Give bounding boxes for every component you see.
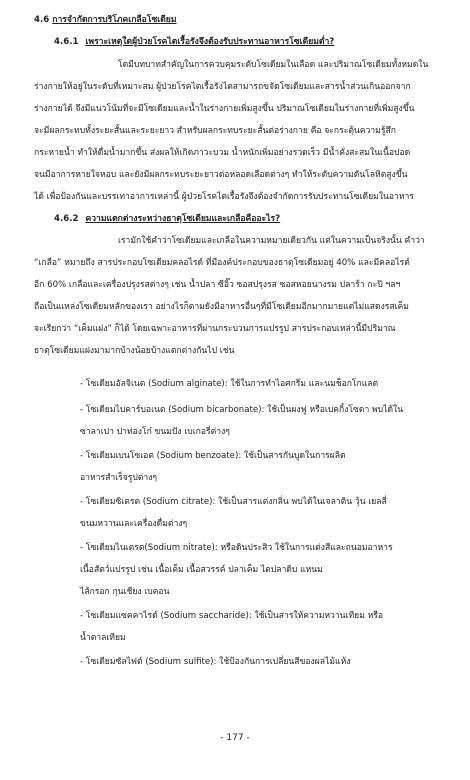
section-number: 4.6 — [34, 15, 50, 25]
subsection-number: 4.6.1 — [54, 37, 79, 47]
paragraph-line: โดมีบทบาทสำคัญในการควบคุมระดับโซเดียมในเลือด และปริมาณโซเดียมทั้งหมดใน — [118, 60, 429, 70]
subsection-title: ความแตกต่างระหว่างธาตุโซเดียมและเกลือคืออะไร? — [85, 214, 281, 224]
list-item-continuation: น้ำตาลเทียม — [80, 633, 126, 643]
list-item-continuation: ซาลาเปา ปาท่องโก๋ ขนมปัง เบเกอรี่ต่างๆ — [80, 427, 230, 437]
section-heading — [34, 15, 177, 26]
section-title: การจำกัดการบริโภคเกลือโซเดียม — [52, 15, 177, 25]
paragraph-line: จะมีผลกระทบทั้งระยะสั้นและระยะยาว สำหรับผลกระทบระยะสั้นต่อร่างกาย คือ จะกระตุ้นความรู้สึก — [34, 126, 396, 136]
list-item-continuation: อาหารสำเร็จรูปต่างๆ — [80, 473, 158, 483]
list-item: - โซเดียมไบคาร์บอเนต (Sodium bicarbonate): ใช้เป็นผงฟู หรือเบคกิ้งโซดา พบได้ใน — [80, 405, 404, 415]
paragraph-line: ร่างกายให้อยู่ในระดับที่เหมาะสม ผู้ป่วยโรคไตเรื้อรังไตสามารถขจัดโซเดียมและสารน้ำส่วนเกินออกจาก — [34, 82, 411, 92]
subsection-heading-1 — [54, 37, 334, 48]
subsection-title: เพราะเหตุใดผู้ป่วยโรคไตเรื้อรังจึงต้องรับประทานอาหารโซเดียมต่ำ? — [85, 37, 335, 47]
paragraph-line: อีก 60% เกลือและเครื่องปรุงรสต่างๆ เช่น น้ำปลา ซีอิ๊ว ซอสปรุงรส ซอสหอยนางรม ปลาร้า กะปิ ฯลฯ — [34, 280, 401, 290]
list-item: - โซเดียมซัลไฟต์ (Sodium sulfite): ใช้ป้องกันการเปลี่ยนสีของผลไม้แห้ง — [80, 657, 351, 667]
paragraph-line: ธาตุโซเดียมแฝงมามากบ้างน้อยบ้างแตกต่างกันไป เช่น — [34, 346, 235, 356]
list-item: - โซเดียมไนเตรต(Sodium nitrate): หรือดินประสิว ใช้ในการแต่งสีและถนอมอาหาร — [80, 543, 393, 553]
list-item-continuation: ไส้กรอก กุนเชียง เบคอน — [80, 587, 170, 597]
list-item-continuation: เนื้อสัตว์แปรรูป เช่น เนื้อเค็ม เนื้อสวรรค์ ปลาเค็ม ไตปลาดิบ แหนม — [80, 565, 323, 575]
paragraph-line: กระหายน้ำ ทำให้ดื่มน้ำมากขึ้น ส่งผลให้เกิดภาวะบวม น้ำหนักเพิ่มอย่างรวดเร็ว มีน้ำคั่งสะสมในเนื้อปอด — [34, 148, 411, 158]
list-item: - โซเดียมอัลจิเนต (Sodium alginate): ใช้ในการทำไอศกรีม และนมช็อกโกแลต — [80, 379, 379, 389]
page-number: - 177 - — [220, 733, 250, 743]
subsection-number: 4.6.2 — [54, 214, 79, 224]
paragraph-line: จนมีอาการหายใจหอบ และยังมีผลกระทบระยะยาวต่อหลอดเลือดต่างๆ ทำให้ระดับความดันโลหิตสูงขึ้น — [34, 170, 408, 180]
subsection-heading-2 — [54, 214, 280, 225]
list-item: - โซเดียมซิเตรต (Sodium citrate): ใช้เป็นสารแต่งกลิ่น พบได้ในเจลาติน วุ้น เยลลี่ — [80, 497, 387, 507]
paragraph-line: “เกลือ” หมายถึง สารประกอบโซเดียมคลอไรด์ ที่มีองค์ประกอบของธาตุโซเดียมอยู่ 40% และมีคลอไรด์ — [34, 258, 410, 268]
paragraph-line: เรามักใช้คำว่าโซเดียมและเกลือในความหมายเดียวกัน แต่ในความเป็นจริงนั้น คำว่า — [118, 236, 425, 246]
list-item: - โซเดียมเบนโซเอต (Sodium benzoate): ใช้เป็นสารกันบูดในการผลิต — [80, 451, 346, 461]
paragraph-line: จะเรียกว่า “เค็มแฝง” ก็ได้ โดยเฉพาะอาหารที่ผ่านกระบวนการแปรรูป สารประกอบเหล่านี้มีปริมาณ — [34, 324, 396, 334]
paragraph-line: ได้ เพื่อป้องกันและบรรเทาอาการเหล่านี้ ผู้ป่วยโรคไตเรื้อรังจึงต้องจำกัดการรับประทานโซเดียมในอาหาร — [34, 192, 414, 202]
list-item-continuation: ขนมหวานและเครื่องดื่มต่างๆ — [80, 519, 188, 529]
paragraph-line: ถือเป็นแหล่งโซเดียมหลักของเรา อย่างไรก็ตามยังมีอาหารอื่นๆที่มีโซเดียมอีกมากมายแต่ไม่แสดงรสเค็ม — [34, 302, 409, 312]
paragraph-line: ร่างกายได้ จึงมีแนวโน้มที่จะมีโซเดียมและน้ำในร่างกายเพิ่มสูงขึ้น ปริมาณโซเดียมในร่างกายที่เพิ่มสูงขึ้น — [34, 104, 415, 114]
list-item: - โซเดียมแซคคาไรด์ (Sodium saccharide): ใช้เป็นสารให้ความหวานเทียม หรือ — [80, 611, 384, 621]
